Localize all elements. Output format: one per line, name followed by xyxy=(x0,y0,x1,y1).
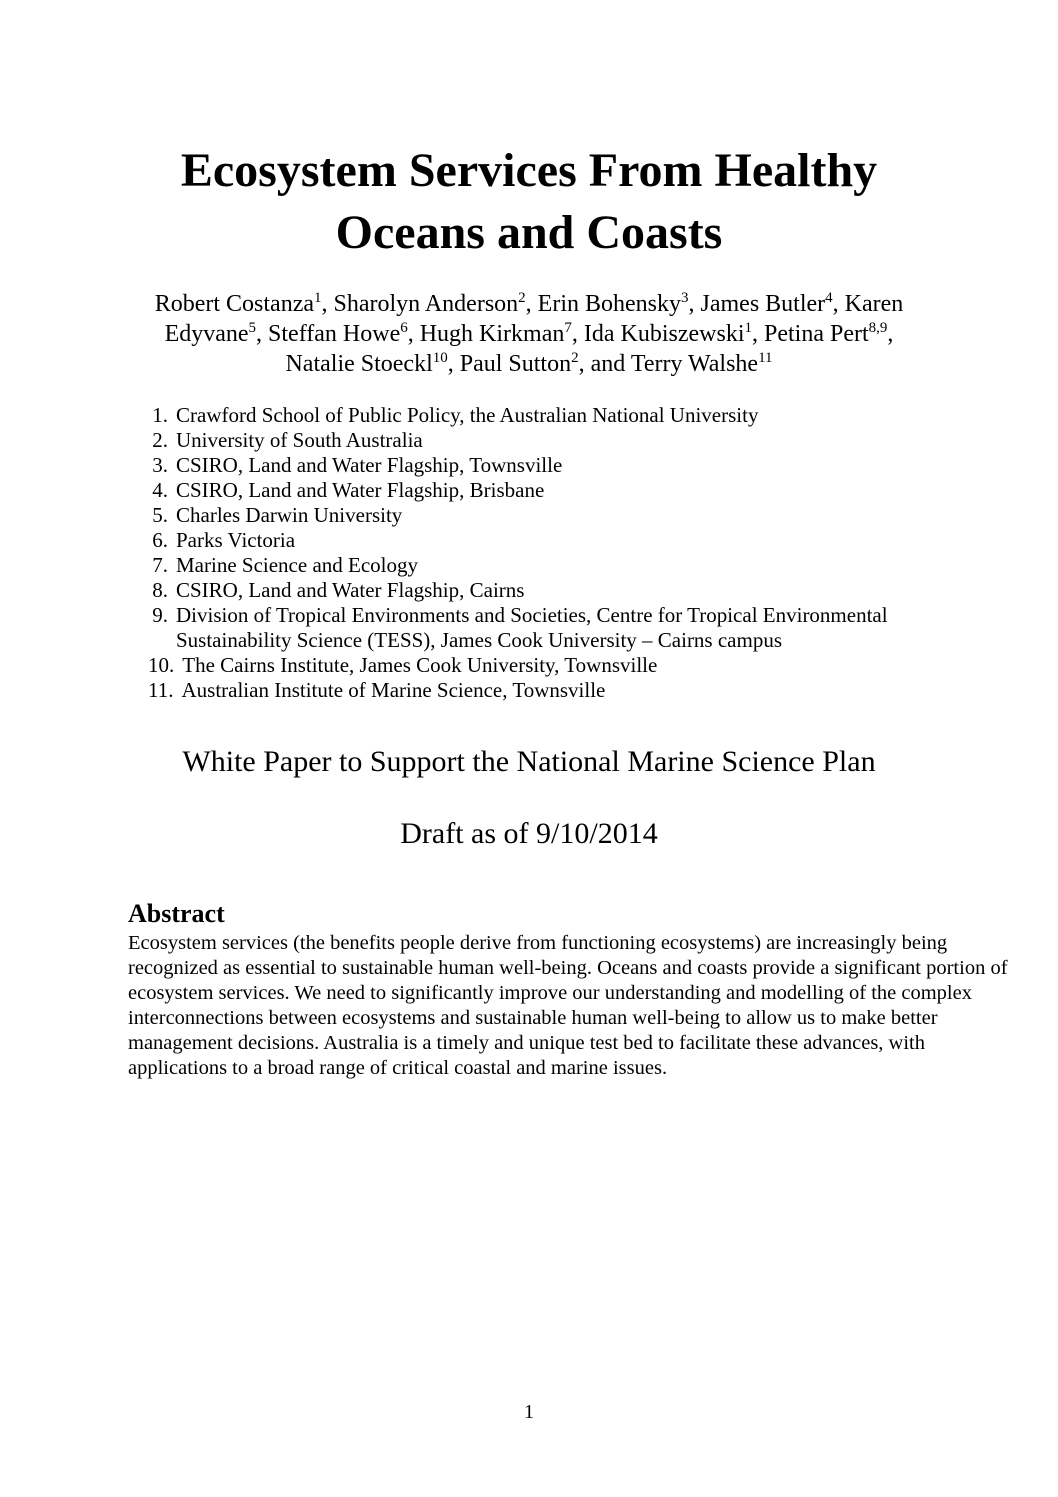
affiliation-text: Division of Tropical Environments and Societies, Centre for Tropical Environmental Sustainability Science (TESS), James Cook University – Cairns campus xyxy=(176,603,888,652)
affiliation-number: 1. xyxy=(152,403,168,427)
paper-title-line-1: Ecosystem Services From Healthy xyxy=(180,144,878,197)
author-name: Natalie Stoeckl$^{10}$ xyxy=(285,350,448,377)
affiliation-text: University of South Australia xyxy=(176,428,423,452)
page-number: 1 xyxy=(524,1401,534,1423)
affiliation-item xyxy=(148,478,948,503)
author-name: Paul Sutton$^2$ xyxy=(459,350,579,377)
author-affiliation-superscript: 10 xyxy=(432,350,448,366)
affiliation-item xyxy=(148,403,948,428)
affiliation-number: 2. xyxy=(152,428,168,452)
abstract-heading: Abstract xyxy=(128,899,225,928)
affiliation-text: The Cairns Institute, James Cook University, Townsville xyxy=(182,653,658,677)
affiliation-number: 7. xyxy=(152,553,168,577)
author-name: Terry Walshe$^{11}$ xyxy=(630,350,773,377)
subtitle: White Paper to Support the National Marine Science Plan xyxy=(182,745,876,778)
draft-date: Draft as of 9/10/2014 xyxy=(400,817,658,850)
author-affiliation-superscript: 1 xyxy=(744,320,753,336)
author-name: Erin Bohensky$^3$ xyxy=(537,290,689,317)
affiliation-text: Charles Darwin University xyxy=(176,503,403,527)
affiliation-text: Crawford School of Public Policy, the Australian National University xyxy=(176,403,759,427)
affiliation-item xyxy=(148,428,948,453)
paper-title-line-2: Oceans and Coasts xyxy=(335,206,723,259)
affiliation-item xyxy=(148,528,948,553)
affiliation-item xyxy=(148,603,948,653)
author-affiliation-superscript: 1 xyxy=(314,290,322,306)
author-name: James Butler$^4$ xyxy=(700,290,833,317)
affiliation-item xyxy=(148,453,948,478)
author-affiliation-superscript: 5 xyxy=(248,320,257,336)
affiliation-number: 6. xyxy=(152,528,168,552)
author-affiliation-superscript: 8,9 xyxy=(868,320,888,336)
author-name: Karen Edyvane$^5$ xyxy=(164,291,904,347)
paper-title xyxy=(0,140,1058,264)
author-affiliation-superscript: 4 xyxy=(825,290,833,306)
author-affiliation-superscript: 7 xyxy=(564,320,572,336)
affiliation-item xyxy=(148,503,948,528)
affiliation-item xyxy=(148,553,948,578)
affiliation-item xyxy=(148,653,948,678)
author-name: Ida Kubiszewski$^1$ xyxy=(583,320,753,347)
affiliation-text: CSIRO, Land and Water Flagship, Brisbane xyxy=(176,478,545,502)
abstract-text: Ecosystem services (the benefits people derive from functioning ecosystems) are increasingly being recognized as essential to sustainable human well-being. Oceans and coasts provide a significant portion of ecosystem services. We need to significantly improve our understanding and modelling of the complex interconnections between ecosystems and sustainable human well-being to allow us to make better management decisions. Australia is a timely and unique test bed to facilitate these advances, with applications to a broad range of critical coastal and marine issues. xyxy=(128,932,1008,1079)
affiliation-number: 3. xyxy=(152,453,168,477)
affiliation-text: CSIRO, Land and Water Flagship, Cairns xyxy=(176,578,525,602)
affiliation-number: 4. xyxy=(152,478,168,502)
author-affiliation-superscript: 2 xyxy=(571,350,579,366)
affiliation-item xyxy=(148,678,948,703)
author-name: Hugh Kirkman$^7$ xyxy=(419,320,572,347)
affiliation-text: Australian Institute of Marine Science, Townsville xyxy=(181,678,606,702)
author-affiliation-superscript: 2 xyxy=(518,290,526,306)
affiliation-text: Marine Science and Ecology xyxy=(176,553,418,577)
author-affiliation-superscript: 6 xyxy=(400,320,408,336)
affiliation-text: Parks Victoria xyxy=(176,528,296,552)
author-name: Steffan Howe$^6$ xyxy=(268,320,408,347)
affiliation-number: 8. xyxy=(152,578,168,602)
affiliation-number: 9. xyxy=(152,603,168,627)
author-list: Robert Costanza$^1$, Sharolyn Anderson$^2$, Erin Bohensky$^3$, James Butler$^4$, Karen Edyvane$^5$, Steffan Howe$^6$, Hugh Kirkman$^7$, Ida Kubiszewski$^1$, Petina Pert$^{8,9}$, Natalie Stoeckl$^{10}$, Paul Sutton$^2$, and Terry Walshe$^{11}$ xyxy=(154,290,904,377)
author-name: Robert Costanza$^1$ xyxy=(154,290,322,317)
affiliation-number: 10. xyxy=(148,653,175,677)
affiliation-list xyxy=(148,403,948,703)
affiliation-number: 11. xyxy=(148,678,174,702)
author-affiliation-superscript: 3 xyxy=(681,290,689,306)
author-affiliation-superscript: 11 xyxy=(758,350,773,366)
affiliation-number: 5. xyxy=(152,503,168,527)
affiliation-item xyxy=(148,578,948,603)
affiliation-text: CSIRO, Land and Water Flagship, Townsville xyxy=(176,453,563,477)
author-name: Sharolyn Anderson$^2$ xyxy=(333,290,526,317)
author-name: Petina Pert$^{8,9}$ xyxy=(764,320,888,347)
